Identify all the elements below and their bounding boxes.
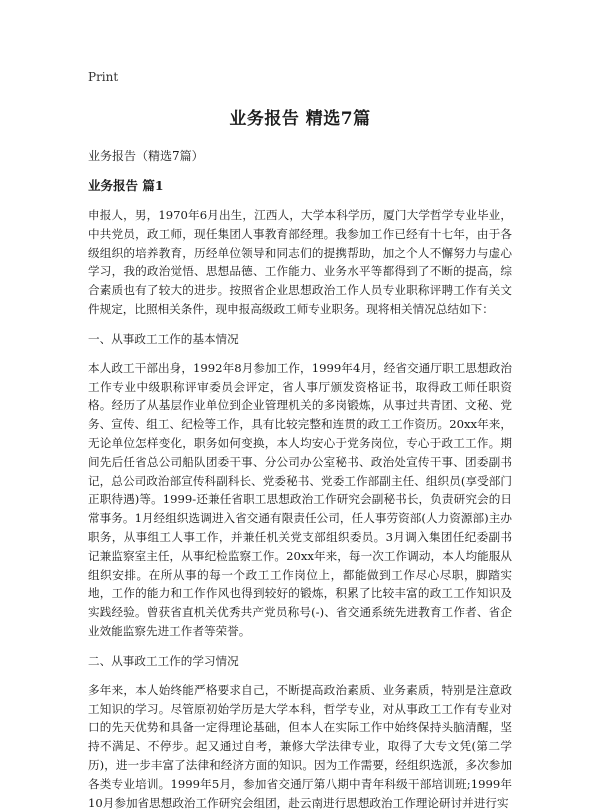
document-title: 业务报告 精选7篇: [229, 109, 371, 129]
heading-basic-situation: 一、从事政工工作的基本情况: [88, 331, 239, 346]
heading-study-situation: 二、从事政工工作的学习情况: [88, 653, 239, 668]
paragraph-study-situation: 多年来，本人始终能严格要求自己，不断提高政治素质、业务素质，特别是注意政工知识的学习。尽管原初始学历是大学本科，哲学专业，对从事政工工作有专业对口的先天优势和具备一定得理论基础，但本人在实际工作中始终保持头脑清醒，坚持不满足、不停步。起又通过自考，兼修大学法律专业，取得了大专文凭(第二学历)，进一步丰富了法律和经济方面的知识。因为工作需要，经组织选派，多次参加各类专业培训。1999年5月，参加省交通厅第八期中青年科级干部培训班;1999年10月参加省思想政治工作研究会组团，赴云南进行思想政治工作理论研讨并进行实: [88, 682, 512, 810]
section-title: 业务报告 篇1: [88, 178, 164, 193]
document-subtitle: 业务报告（精选7篇）: [88, 149, 204, 163]
print-label[interactable]: Print: [88, 70, 119, 84]
paragraph-intro: 申报人，男，1970年6月出生，江西人，大学本科学历，厦门大学哲学专业毕业，中共党员，政工师，现任集团人事教育部经理。我参加工作已经有十七年，由于各级组织的培养教育，历经单位领导和同志们的提携帮助，加之个人不懈努力与虚心学习，我的政治觉悟、思想品德、工作能力、业务水平等都得到了不断的提高，综合素质也有了较大的进步。按照省企业思想政治工作人员专业职称评聘工作有关文件规定，比照相关条件，现申报高级政工师专业职务。现将相关情况总结如下：: [88, 208, 512, 316]
paragraph-basic-situation: 本人政工干部出身，1992年8月参加工作，1999年4月，经省交通厅职工思想政治工作专业中级职称评审委员会评定，省人事厅颁发资格证书，取得政工师任职资格。经历了从基层作业单位到企业管理机关的多岗锻炼，从事过共青团、文秘、党务、宣传、组工、纪检等工作，具有比较完整和连贯的政工工作资历。20xx年来，无论单位怎样变化，职务如何变换，本人均安心于党务岗位，专心于政工工作。期间先后任省总公司船队团委干事、分公司办公室秘书、政治处宣传干事、团委副书记，总公司政治部宣传科副科长、党委秘书、党委工作部副主任、组织员(享受部门正职待遇)等。1999-还兼任省职工思想政治工作研究会副秘书长，负责研究会的日常事务。1月经组织选调进入省交通有限责任公司，任人事劳资部(人力资源部)主办职务，从事组工人事工作，并兼任机关党支部组织委员。3月调入集团任纪委副书记兼监察室主任，从事纪检监察工作。20xx年来，每一次工作调动，本人均能服从组织安排。在所从事的每一个政工工作岗位上，都能做到工作尽心尽职，脚踏实地，工作的能力和工作作风也得到较好的锻炼，积累了比较丰富的政工工作知识及实践经验。曾获省直机关优秀共产党员称号(-)、省交通系统先进教育工作者、省企业效能监察先进工作者等荣誉。: [88, 360, 512, 638]
